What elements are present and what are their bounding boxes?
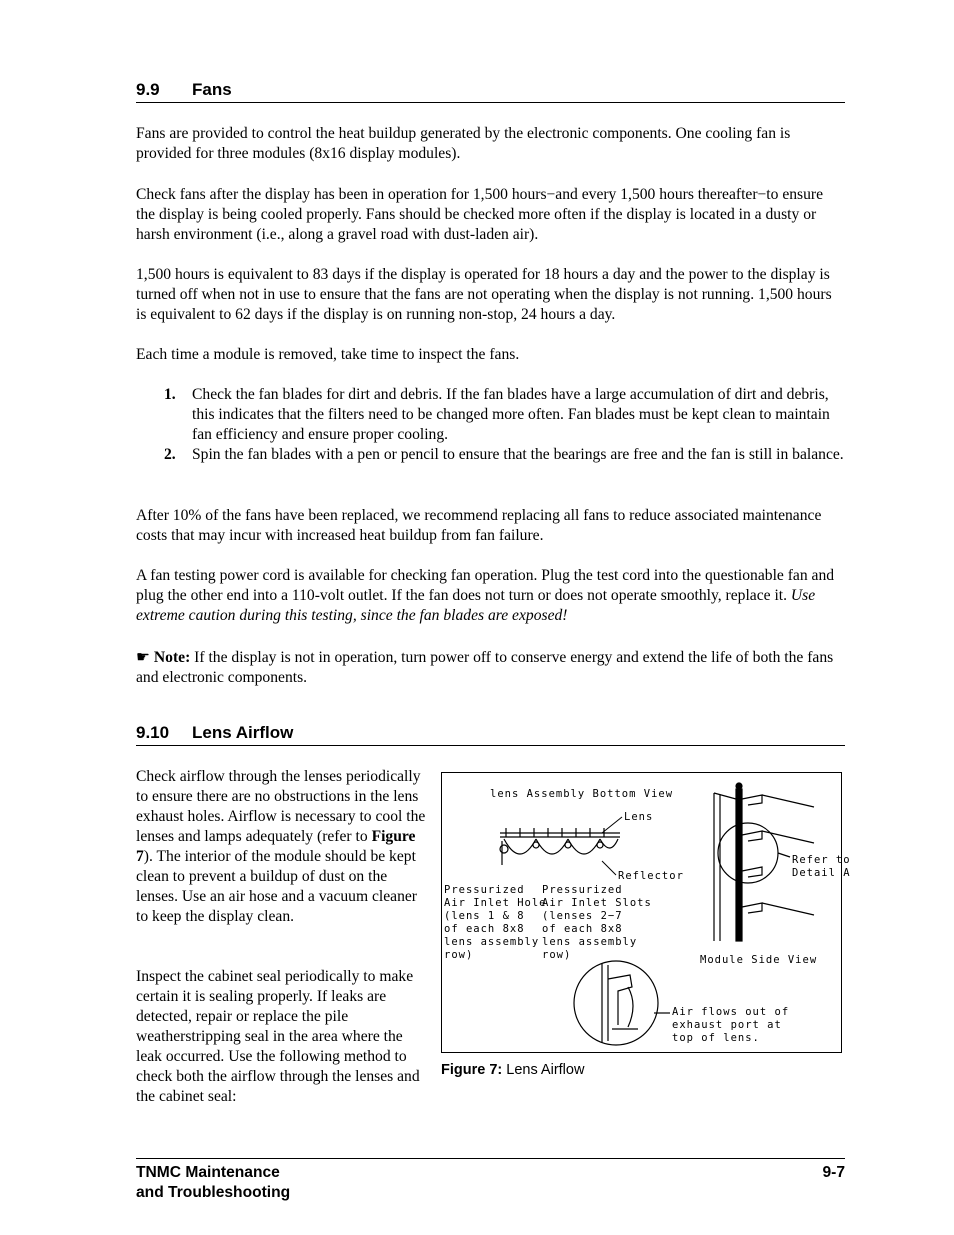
lens-text-a: Check airflow through the lenses periodically to ensure there are no obstructions in the lens exhaust holes. Airflow is necessary to cool the lenses and lamps adequately (refer to	[136, 768, 426, 845]
list-item	[164, 445, 845, 465]
lens-text-b: ). The interior of the module should be kept clean to prevent a buildup of dust on the lenses. Use an air hose and a vacuum cleaner to keep the display clean.	[136, 848, 417, 925]
section-heading-lens-airflow	[136, 723, 845, 746]
fans-paragraph-4: Each time a module is removed, take time to inspect the fans.	[136, 346, 520, 363]
fans-paragraph-1: Fans are provided to control the heat buildup generated by the electronic components. One cooling fan is provided for three modules (8x16 display modules).	[136, 125, 791, 162]
side-view-label: Module Side View	[700, 954, 818, 966]
fans-paragraph-6	[136, 566, 845, 626]
note-paragraph	[136, 648, 845, 688]
caption-label: Figure 7:	[441, 1062, 503, 1078]
step-number: 1.	[164, 386, 176, 403]
reflector-label: Reflector	[618, 870, 684, 882]
air-inlet-hole-label: Pressurized Air Inlet Hole (lens 1 & 8 of each 8x8 lens assembly row)	[444, 884, 547, 961]
leader-line	[602, 861, 616, 875]
lens-label: Lens	[624, 811, 654, 823]
bottom-view-label: lens Assembly Bottom View	[490, 788, 674, 800]
fans-paragraph-5: After 10% of the fans have been replaced, we recommend replacing all fans to reduce associated maintenance costs that may incur with increased heat buildup from fan failure.	[136, 507, 822, 544]
note-text: If the display is not in operation, turn power off to conserve energy and extend the life of both the fans and electronic components.	[136, 649, 834, 686]
section-number: 9.10	[136, 723, 170, 742]
step-text: Check the fan blades for dirt and debris. If the fan blades have a large accumulation of dirt and debris, this indicates that the filters need to be changed more often. Fan blades must be kept clean to maintain fan efficiency and ensure proper cooling.	[192, 386, 830, 443]
air-inlet-slots-label: Pressurized Air Inlet Slots (lenses 2−7 of each 8x8 lens assembly row)	[542, 884, 652, 961]
footer-title-line-1: TNMC Maintenance	[136, 1164, 280, 1181]
caution-text: Use extreme caution during this testing, since the fan blades are exposed!	[136, 587, 816, 624]
caption-text: Lens Airflow	[506, 1062, 585, 1078]
section-number: 9.9	[136, 80, 160, 99]
airflow-exhaust-label: Air flows out of exhaust port at top of lens.	[672, 1006, 790, 1044]
step-number: 2.	[164, 446, 176, 463]
step-text: Spin the fan blades with a pen or pencil to ensure that the bearings are free and the fan is still in balance.	[192, 446, 844, 463]
lens-paragraph-1	[136, 767, 426, 927]
page-footer	[136, 1158, 845, 1203]
lens-airflow-diagram	[442, 773, 851, 1052]
section-title: Fans	[192, 80, 232, 99]
figure-reference: Figure 7	[136, 828, 416, 865]
figure-lens-airflow	[441, 772, 851, 1053]
section-heading-fans	[136, 80, 845, 103]
fans-paragraph-2: Check fans after the display has been in operation for 1,500 hours−and every 1,500 hours thereafter−to ensure the display is being cooled properly. Fans should be checked more often if the display is located in a dusty or harsh environment (i.e., along a gravel road with dust-laden air).	[136, 186, 824, 243]
footer-title-line-2: and Troubleshooting	[136, 1184, 291, 1201]
lens-paragraph-2: Inspect the cabinet seal periodically to make certain it is sealing properly. If leaks are detected, repair or replace the pile weatherstripping seal in the area where the leak occurred. Use the following method to check both the airflow through the lenses and the cabinet seal:	[136, 968, 420, 1105]
note-label: Note:	[153, 649, 191, 666]
figure-caption	[441, 1062, 584, 1078]
detail-a-drawing	[574, 961, 670, 1045]
list-item	[164, 385, 845, 445]
pointing-hand-icon: ☛	[136, 649, 150, 666]
lens-assembly-drawing	[500, 828, 620, 865]
fan-inspection-steps	[164, 385, 845, 465]
fans-paragraph-3: 1,500 hours is equivalent to 83 days if the display is operated for 18 hours a day and the power to the display is turned off when not in use to ensure that the fans are not operating when the display is not running. 1,500 hours is equivalent to 62 days if the display is on running non-stop, 24 hours a day.	[136, 266, 832, 323]
page-number: 9-7	[822, 1164, 845, 1181]
leader-line	[602, 817, 622, 833]
fan-test-text: A fan testing power cord is available for checking fan operation. Plug the test cord into the questionable fan and plug the other end into a 110-volt outlet. If the fan does not turn or does not operate smoothly, replace it.	[136, 567, 835, 604]
section-title: Lens Airflow	[192, 723, 294, 742]
refer-to-detail-label: Refer to Detail A	[792, 854, 851, 879]
